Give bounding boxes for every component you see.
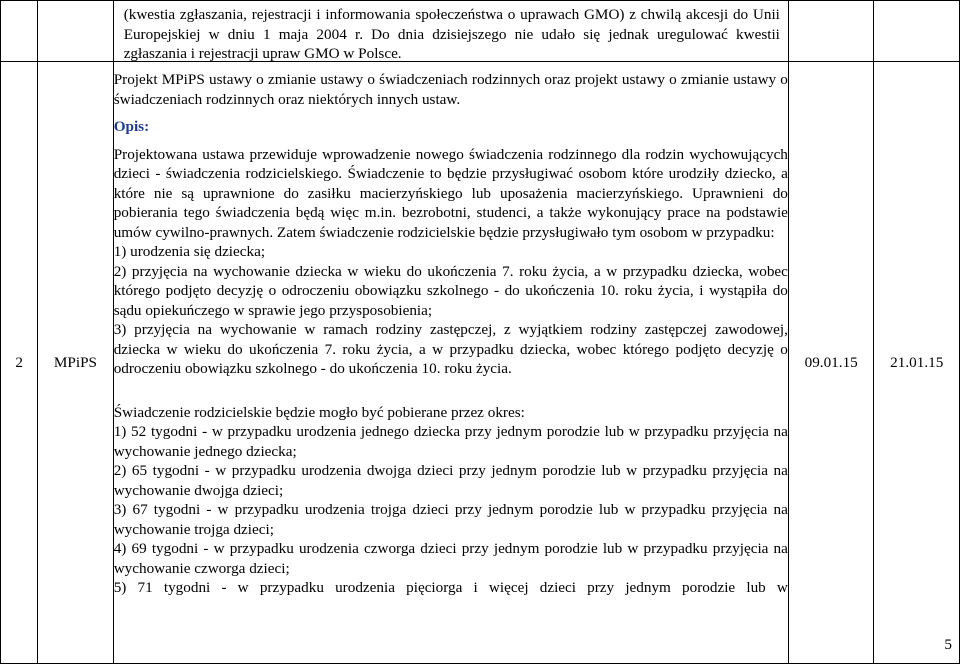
period-item: 1) 52 tygodni - w przypadku urodzenia jednego dziecka przy jednym porodzie lub w przypadku przyjęcia na wychowanie jednego dziecka; <box>113 423 788 460</box>
opis-label: Opis: <box>113 118 150 135</box>
number-cell-empty <box>1 1 38 62</box>
date-from: 09.01.15 <box>788 62 874 664</box>
description-cell <box>113 1 788 62</box>
date-from-cell-empty <box>788 1 874 62</box>
period-item: 2) 65 tygodni - w przypadku urodzenia dwojga dzieci przy jednym porodzie lub w przypadku przyjęcia na wychowanie dwojga dzieci; <box>113 462 788 499</box>
project-list-item: 1) urodzenia się dziecka; <box>113 243 266 260</box>
period-item: 4) 69 tygodni - w przypadku urodzenia czworga dzieci przy jednym porodzie lub w przypadku przyjęcia na wychowanie czworga dzieci; <box>113 540 788 577</box>
period-item: 5) 71 tygodni - w przypadku urodzenia pięciorga i więcej dzieci przy jednym porodzie lub w <box>113 579 788 596</box>
project-list-item: 2) przyjęcia na wychowanie dziecka w wieku do ukończenia 7. roku życia, a w przypadku dziecka, wobec którego podjęto decyzję o odroczeniu obowiązku szkolnego - do ukończenia 10. roku życia, i wystąpiła do sądu opiekuńczego w sprawie jego przysposobienia; <box>113 262 788 319</box>
row-number: 2 <box>1 62 38 664</box>
period-intro: Świadczenie rodzicielskie będzie mogło być pobierane przez okres: <box>113 403 525 421</box>
project-list-item: 3) przyjęcia na wychowanie w ramach rodziny zastępczej, z wyjątkiem rodziny zastępczej zawodowej, dziecka w wieku do ukończenia 7. roku życia, a w przypadku dziecka, wobec którego podjęto decyzję o odroczeniu obowiązku szkolnego - do ukończenia 10. roku życia. <box>113 321 788 377</box>
table-row-continuation <box>1 1 960 62</box>
project-description-cell <box>113 62 788 664</box>
table-row-mpips <box>1 62 960 664</box>
institution-name: MPiPS <box>38 62 113 664</box>
project-title: Projekt MPiPS ustawy o zmianie ustawy o świadczeniach rodzinnych oraz projekt ustawy o zmianie ustawy o świadczeniach rodzinnych oraz niektórych innych ustaw. <box>113 71 788 108</box>
date-to: 21.01.15 <box>874 62 960 664</box>
date-to-cell-empty <box>874 1 960 62</box>
continuation-text: (kwestia zgłaszania, rejestracji i informowania społeczeństwa o uprawach GMO) z chwilą akcesji do Unii Europejskiej w dniu 1 maja 2004 r. Do dnia dzisiejszego nie udało się jednak uregulować kwestii zgłaszania i rejestracji upraw GMO w Polsce. <box>123 6 780 62</box>
institution-cell-empty <box>38 1 113 62</box>
project-paragraph: Projektowana ustawa przewiduje wprowadzenie nowego świadczenia rodzinnego dla rodzin wychowujących dzieci - świadczenia rodzicielskiego. Świadczenie to będzie przysługiwać osobom które urodziły dziecko, a które nie są uprawnione do zasiłku macierzyńskiego lub uposażenia macierzyńskiego. Uprawnieni do pobierania tego świadczenia będą więc m.in. bezrobotni, studenci, a także wykonujący prace na podstawie umów cywilno-prawnych. Zatem świadczenie rodzicielskie będzie przysługiwało tym osobom w przypadku: <box>113 145 788 241</box>
period-item: 3) 67 tygodni - w przypadku urodzenia trojga dzieci przy jednym porodzie lub w przypadku przyjęcia na wychowanie trojga dzieci; <box>113 501 788 538</box>
page-number: 5 <box>944 636 952 653</box>
